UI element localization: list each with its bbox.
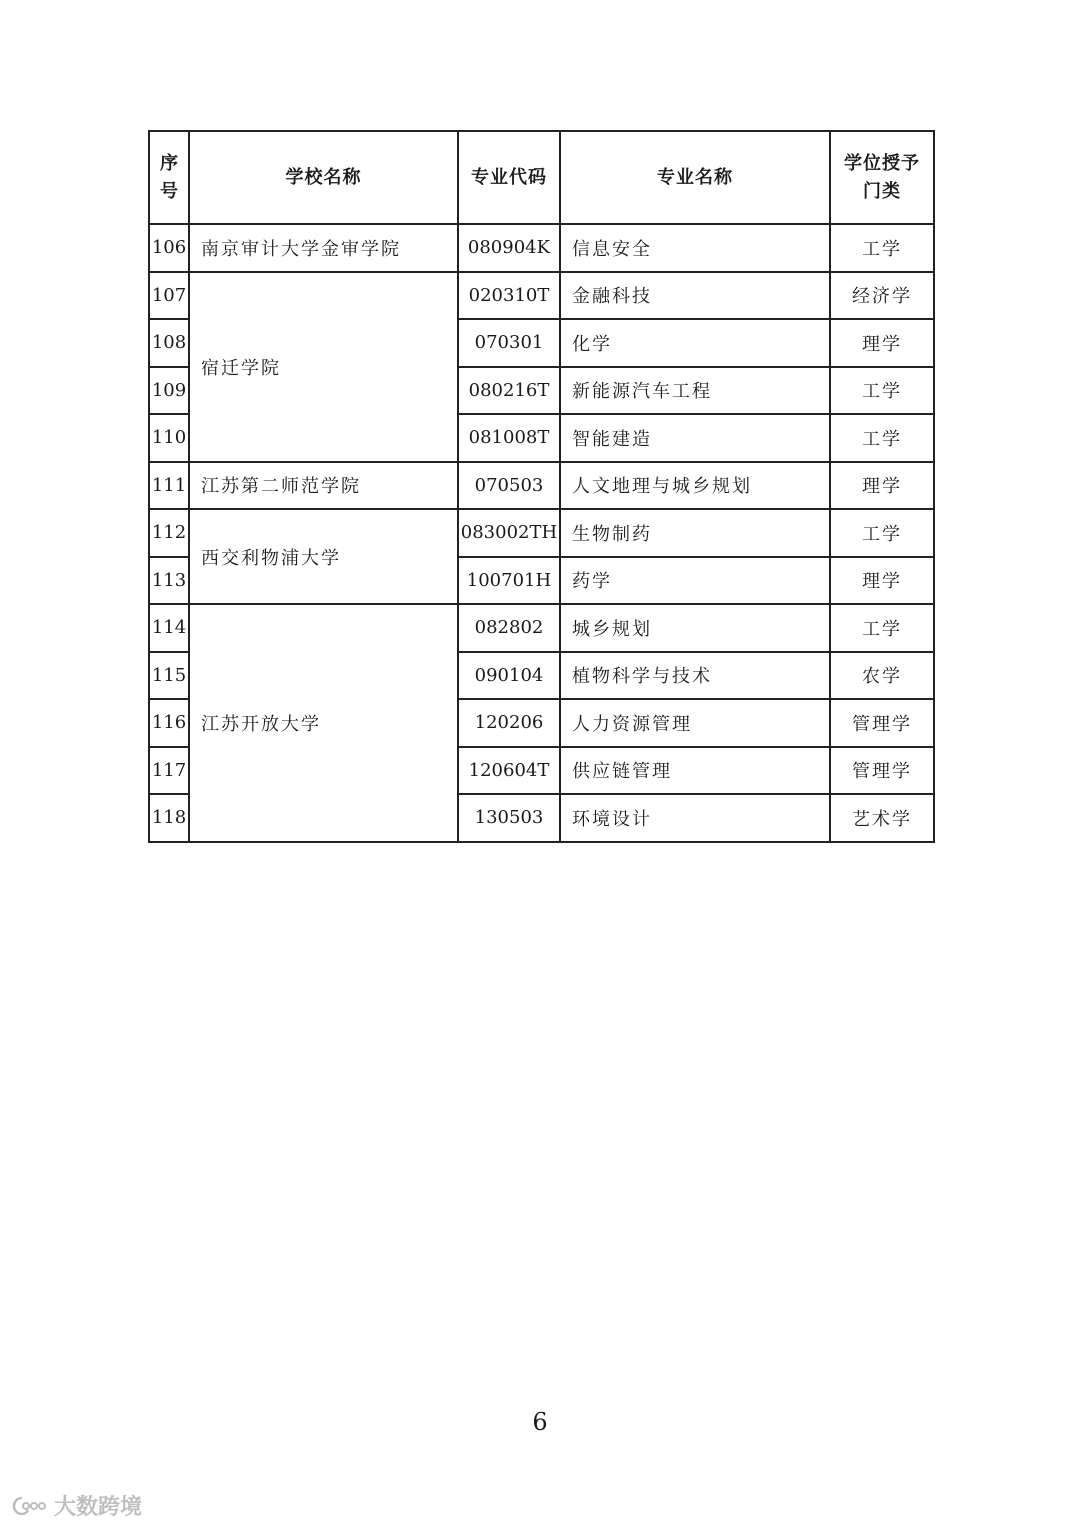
- row-code: 070503: [458, 462, 560, 510]
- row-index: 118: [149, 794, 189, 842]
- row-index: 116: [149, 699, 189, 747]
- watermark-logo-icon: [12, 1495, 48, 1517]
- row-code: 080216T: [458, 367, 560, 415]
- row-code: 081008T: [458, 414, 560, 462]
- row-category: 理学: [830, 557, 934, 605]
- row-major: 人文地理与城乡规划: [560, 462, 830, 510]
- header-index: 序 号: [149, 131, 189, 224]
- row-category: 工学: [830, 604, 934, 652]
- row-index: 112: [149, 509, 189, 557]
- row-major: 金融科技: [560, 272, 830, 320]
- row-major: 生物制药: [560, 509, 830, 557]
- row-index: 113: [149, 557, 189, 605]
- header-code: 专业代码: [458, 131, 560, 224]
- row-major: 人力资源管理: [560, 699, 830, 747]
- row-major: 植物科学与技术: [560, 652, 830, 700]
- row-index: 109: [149, 367, 189, 415]
- row-index: 117: [149, 747, 189, 795]
- row-code: 083002TH: [458, 509, 560, 557]
- table-row: [149, 604, 934, 652]
- row-category: 管理学: [830, 747, 934, 795]
- row-code: 082802: [458, 604, 560, 652]
- row-major: 环境设计: [560, 794, 830, 842]
- row-category: 工学: [830, 224, 934, 272]
- row-category: 工学: [830, 367, 934, 415]
- row-category: 理学: [830, 462, 934, 510]
- row-school: 江苏开放大学: [189, 604, 458, 842]
- row-code: 130503: [458, 794, 560, 842]
- row-index: 111: [149, 462, 189, 510]
- row-category: 工学: [830, 414, 934, 462]
- row-major: 智能建造: [560, 414, 830, 462]
- row-code: 120604T: [458, 747, 560, 795]
- row-school: 南京审计大学金审学院: [189, 224, 458, 272]
- header-school: 学校名称: [189, 131, 458, 224]
- row-index: 107: [149, 272, 189, 320]
- table-row: [149, 224, 934, 272]
- table-row: [149, 272, 934, 320]
- row-code: 090104: [458, 652, 560, 700]
- row-major: 信息安全: [560, 224, 830, 272]
- watermark: [12, 1490, 142, 1521]
- row-school: 江苏第二师范学院: [189, 462, 458, 510]
- row-major: 城乡规划: [560, 604, 830, 652]
- header-major: 专业名称: [560, 131, 830, 224]
- row-major: 新能源汽车工程: [560, 367, 830, 415]
- row-category: 经济学: [830, 272, 934, 320]
- table-row: [149, 462, 934, 510]
- row-category: 理学: [830, 319, 934, 367]
- row-code: 020310T: [458, 272, 560, 320]
- majors-table: [148, 130, 935, 843]
- row-code: 070301: [458, 319, 560, 367]
- row-category: 工学: [830, 509, 934, 557]
- row-index: 114: [149, 604, 189, 652]
- row-school: 西交利物浦大学: [189, 509, 458, 604]
- row-index: 110: [149, 414, 189, 462]
- row-index: 115: [149, 652, 189, 700]
- row-major: 供应链管理: [560, 747, 830, 795]
- table-row: [149, 509, 934, 557]
- row-index: 108: [149, 319, 189, 367]
- row-major: 化学: [560, 319, 830, 367]
- row-category: 农学: [830, 652, 934, 700]
- page-number: 6: [532, 1408, 548, 1436]
- watermark-text: 大数跨境: [54, 1495, 143, 1520]
- row-school: 宿迁学院: [189, 272, 458, 462]
- table-header-row: [149, 131, 934, 224]
- row-code: 100701H: [458, 557, 560, 605]
- row-code: 120206: [458, 699, 560, 747]
- row-major: 药学: [560, 557, 830, 605]
- row-category: 艺术学: [830, 794, 934, 842]
- row-code: 080904K: [458, 224, 560, 272]
- row-index: 106: [149, 224, 189, 272]
- row-category: 管理学: [830, 699, 934, 747]
- header-category: 学位授予 门类: [830, 131, 934, 224]
